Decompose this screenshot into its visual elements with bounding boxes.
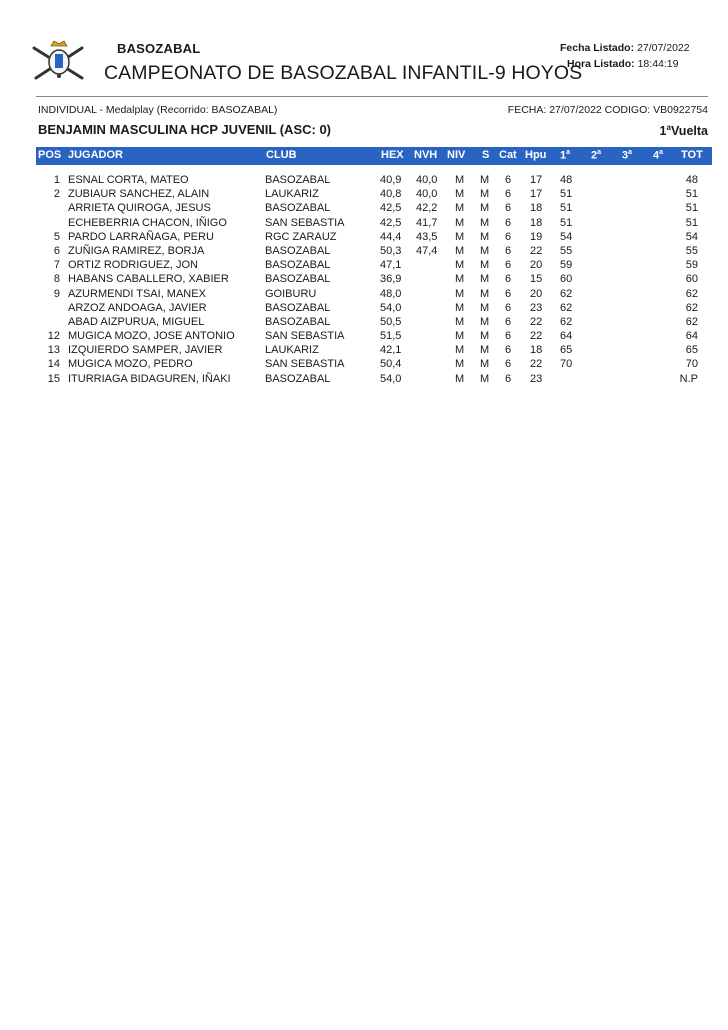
cell-tot: 70 — [685, 358, 698, 371]
cell-round-1: 60 — [560, 273, 573, 286]
cell-hex: 47,1 — [380, 259, 402, 272]
table-row — [0, 330, 728, 344]
fecha-listado-value: 27/07/2022 — [637, 42, 690, 54]
col-niv: NIV — [447, 149, 466, 161]
cell-cat: 6 — [505, 287, 512, 300]
hora-listado-label: Hora Listado: — [567, 58, 635, 70]
cell-hpu: 18 — [530, 216, 543, 229]
col-round-3 — [622, 149, 632, 162]
cell-player: ZUÑIGA RAMIREZ, BORJA — [68, 244, 205, 257]
col-jugador: JUGADOR — [68, 149, 124, 161]
table-row — [0, 373, 728, 387]
cell-nvh: 41,7 — [416, 216, 438, 229]
cell-niv: M — [455, 344, 465, 357]
cell-tot: 65 — [685, 344, 698, 357]
cell-tot: 51 — [685, 216, 698, 229]
page-title: CAMPEONATO DE BASOZABAL INFANTIL-9 HOYOS — [104, 62, 583, 84]
col-round-2-num: 2 — [591, 149, 598, 162]
table-row — [0, 288, 728, 302]
cell-player: ITURRIAGA BIDAGUREN, IÑAKI — [68, 372, 231, 385]
cell-nvh: 43,5 — [416, 230, 438, 243]
col-round-3-sup: a — [628, 149, 633, 156]
cell-club: SAN SEBASTIA — [265, 216, 345, 229]
cell-round-1: 70 — [560, 358, 573, 371]
cell-nvh: 47,4 — [416, 244, 438, 257]
cell-hex: 42,5 — [380, 216, 402, 229]
cell-round-1: 51 — [560, 188, 573, 201]
cell-pos: 1 — [53, 174, 60, 186]
cell-player: ZUBIAUR SANCHEZ, ALAIN — [68, 188, 210, 201]
cell-s: M — [480, 287, 490, 300]
cell-club: LAUKARIZ — [265, 344, 319, 357]
cell-club: BASOZABAL — [265, 202, 331, 215]
table-row — [0, 245, 728, 259]
cell-tot: 51 — [685, 188, 698, 201]
col-s: S — [482, 149, 490, 161]
cell-nvh: 40,0 — [416, 174, 438, 186]
cell-hpu: 17 — [530, 174, 543, 186]
table-row — [0, 202, 728, 216]
cell-pos: 5 — [53, 230, 60, 243]
cell-pos: 9 — [53, 287, 60, 300]
cell-pos: 15 — [47, 372, 60, 385]
cell-club: BASOZABAL — [265, 273, 331, 286]
cell-cat: 6 — [505, 230, 512, 243]
cell-hpu: 23 — [530, 301, 543, 314]
col-round-1 — [560, 149, 570, 162]
cell-tot: 62 — [685, 315, 698, 328]
cell-niv: M — [455, 287, 465, 300]
cell-hpu: 18 — [530, 202, 543, 215]
cell-club: SAN SEBASTIA — [265, 358, 345, 371]
cell-player: PARDO LARRAÑAGA, PERU — [68, 230, 214, 243]
hora-listado-value: 18:44:19 — [637, 58, 679, 70]
cell-hpu: 20 — [530, 259, 543, 272]
cell-s: M — [480, 202, 490, 215]
cell-club: SAN SEBASTIA — [265, 330, 345, 343]
cell-player: ARRIETA QUIROGA, JESUS — [68, 202, 211, 215]
cell-nvh: 42,2 — [416, 202, 438, 215]
cell-niv: M — [455, 358, 465, 371]
cell-club: RGC ZARAUZ — [265, 230, 337, 243]
cell-hpu: 22 — [530, 330, 543, 343]
cell-player: ECHEBERRIA CHACON, IÑIGO — [68, 216, 227, 229]
col-pos: POS — [38, 149, 62, 161]
col-round-4-num: 4 — [653, 149, 660, 162]
club-name: BASOZABAL — [117, 41, 201, 56]
cell-club: BASOZABAL — [265, 259, 331, 272]
col-nvh: NVH — [414, 149, 438, 161]
cell-club: BASOZABAL — [265, 372, 331, 385]
cell-player: ESNAL CORTA, MATEO — [68, 174, 189, 186]
cell-cat: 6 — [505, 330, 512, 343]
table-row — [0, 188, 728, 202]
cell-tot: 54 — [685, 230, 698, 243]
table-row — [0, 273, 728, 287]
cell-s: M — [480, 315, 490, 328]
cell-niv: M — [455, 273, 465, 286]
cell-tot: 55 — [685, 244, 698, 257]
cell-player: HABANS CABALLERO, XABIER — [68, 273, 229, 286]
col-round-4 — [653, 149, 663, 162]
cell-tot: 62 — [685, 287, 698, 300]
col-club: CLUB — [266, 149, 297, 161]
cell-hpu: 17 — [530, 188, 543, 201]
cell-cat: 6 — [505, 259, 512, 272]
col-round-4-sup: a — [659, 149, 664, 156]
cell-hex: 44,4 — [380, 230, 402, 243]
cell-niv: M — [455, 330, 465, 343]
cell-round-1: 62 — [560, 287, 573, 300]
cell-club: GOIBURU — [265, 287, 317, 300]
col-hpu: Hpu — [525, 149, 547, 161]
col-hex: HEX — [381, 149, 404, 161]
cell-tot: 48 — [685, 174, 698, 186]
col-tot: TOT — [681, 149, 703, 161]
cell-hpu: 15 — [530, 273, 543, 286]
table-row — [0, 302, 728, 316]
results-table — [0, 174, 728, 387]
round-ordinal: a — [666, 123, 671, 132]
cell-round-1: 64 — [560, 330, 573, 343]
cell-nvh: 40,0 — [416, 188, 438, 201]
col-round-2 — [591, 149, 601, 162]
cell-s: M — [480, 330, 490, 343]
round-number: 1 — [659, 124, 667, 139]
cell-club: LAUKARIZ — [265, 188, 319, 201]
competition-date-code: FECHA: 27/07/2022 CODIGO: VB0922754 — [507, 104, 708, 116]
cell-hpu: 22 — [530, 358, 543, 371]
cell-hpu: 20 — [530, 287, 543, 300]
table-row — [0, 344, 728, 358]
cell-niv: M — [455, 188, 465, 201]
cell-tot: 64 — [685, 330, 698, 343]
cell-hex: 54,0 — [380, 301, 402, 314]
cell-tot: 60 — [685, 273, 698, 286]
cell-pos: 7 — [53, 259, 60, 272]
cell-tot: N.P — [679, 372, 698, 385]
cell-hex: 50,4 — [380, 358, 402, 371]
cell-club: BASOZABAL — [265, 174, 331, 186]
cell-player: ABAD AIZPURUA, MIGUEL — [68, 315, 205, 328]
club-logo-icon — [30, 38, 88, 84]
cell-s: M — [480, 344, 490, 357]
cell-player: ORTIZ RODRIGUEZ, JON — [68, 259, 198, 272]
cell-niv: M — [455, 174, 465, 186]
cell-cat: 6 — [505, 344, 512, 357]
cell-s: M — [480, 301, 490, 314]
cell-round-1: 62 — [560, 301, 573, 314]
fecha-listado-label: Fecha Listado: — [560, 42, 635, 54]
table-row — [0, 231, 728, 245]
cell-round-1: 54 — [560, 230, 573, 243]
col-round-2-sup: a — [597, 149, 602, 156]
cell-player: MUGICA MOZO, JOSE ANTONIO — [68, 330, 235, 343]
cell-hpu: 23 — [530, 372, 543, 385]
cell-tot: 51 — [685, 202, 698, 215]
table-row — [0, 259, 728, 273]
fecha-listado — [560, 42, 690, 54]
table-row — [0, 316, 728, 330]
cell-cat: 6 — [505, 273, 512, 286]
table-row — [0, 174, 728, 188]
cell-hex: 42,5 — [380, 202, 402, 215]
cell-cat: 6 — [505, 244, 512, 257]
cell-round-1: 62 — [560, 315, 573, 328]
cell-s: M — [480, 244, 490, 257]
cell-round-1: 55 — [560, 244, 573, 257]
cell-cat: 6 — [505, 216, 512, 229]
cell-hex: 51,5 — [380, 330, 402, 343]
cell-niv: M — [455, 202, 465, 215]
cell-cat: 6 — [505, 358, 512, 371]
cell-club: BASOZABAL — [265, 315, 331, 328]
cell-tot: 62 — [685, 301, 698, 314]
cell-pos: 6 — [53, 244, 60, 257]
cell-club: BASOZABAL — [265, 301, 331, 314]
cell-hex: 36,9 — [380, 273, 402, 286]
cell-hex: 42,1 — [380, 344, 402, 357]
cell-hpu: 22 — [530, 244, 543, 257]
cell-pos: 14 — [47, 358, 60, 371]
cell-pos: 13 — [47, 344, 60, 357]
col-round-1-sup: a — [566, 149, 571, 156]
col-round-1-num: 1 — [560, 149, 567, 162]
cell-round-1: 51 — [560, 202, 573, 215]
round-text: Vuelta — [670, 124, 708, 139]
cell-niv: M — [455, 372, 465, 385]
table-row — [0, 358, 728, 372]
table-header — [36, 147, 712, 165]
cell-niv: M — [455, 301, 465, 314]
cell-hex: 50,3 — [380, 244, 402, 257]
cell-s: M — [480, 188, 490, 201]
cell-s: M — [480, 372, 490, 385]
cell-hex: 48,0 — [380, 287, 402, 300]
cell-player: AZURMENDI TSAI, MANEX — [68, 287, 206, 300]
cell-hex: 40,8 — [380, 188, 402, 201]
cell-tot: 59 — [685, 259, 698, 272]
cell-hex: 50,5 — [380, 315, 402, 328]
cell-s: M — [480, 259, 490, 272]
cell-s: M — [480, 230, 490, 243]
cell-pos: 8 — [53, 273, 60, 286]
cell-hex: 54,0 — [380, 372, 402, 385]
round-label — [660, 123, 708, 138]
cell-cat: 6 — [505, 372, 512, 385]
cell-round-1: 51 — [560, 216, 573, 229]
cell-niv: M — [455, 315, 465, 328]
cell-hpu: 19 — [530, 230, 543, 243]
cell-niv: M — [455, 244, 465, 257]
cell-pos: 2 — [53, 188, 60, 201]
cell-player: IZQUIERDO SAMPER, JAVIER — [68, 344, 223, 357]
cell-player: ARZOZ ANDOAGA, JAVIER — [68, 301, 207, 314]
cell-club: BASOZABAL — [265, 244, 331, 257]
cell-cat: 6 — [505, 188, 512, 201]
cell-s: M — [480, 273, 490, 286]
cell-player: MUGICA MOZO, PEDRO — [68, 358, 193, 371]
cell-s: M — [480, 174, 490, 186]
cell-s: M — [480, 358, 490, 371]
cell-round-1: 48 — [560, 174, 573, 186]
cell-cat: 6 — [505, 202, 512, 215]
cell-round-1: 65 — [560, 344, 573, 357]
competition-format: INDIVIDUAL - Medalplay (Recorrido: BASOZABAL) — [38, 104, 278, 116]
col-cat: Cat — [499, 149, 517, 161]
cell-hex: 40,9 — [380, 174, 402, 186]
table-row — [0, 217, 728, 231]
cell-niv: M — [455, 230, 465, 243]
cell-round-1: 59 — [560, 259, 573, 272]
cell-s: M — [480, 216, 490, 229]
cell-pos: 12 — [47, 330, 60, 343]
category-title: BENJAMIN MASCULINA HCP JUVENIL (ASC: 0) — [38, 122, 332, 137]
cell-niv: M — [455, 259, 465, 272]
cell-cat: 6 — [505, 315, 512, 328]
cell-cat: 6 — [505, 301, 512, 314]
cell-cat: 6 — [505, 174, 512, 186]
cell-hpu: 18 — [530, 344, 543, 357]
cell-niv: M — [455, 216, 465, 229]
col-round-3-num: 3 — [622, 149, 629, 162]
cell-hpu: 22 — [530, 315, 543, 328]
header-divider — [36, 96, 708, 97]
hora-listado — [567, 58, 678, 70]
